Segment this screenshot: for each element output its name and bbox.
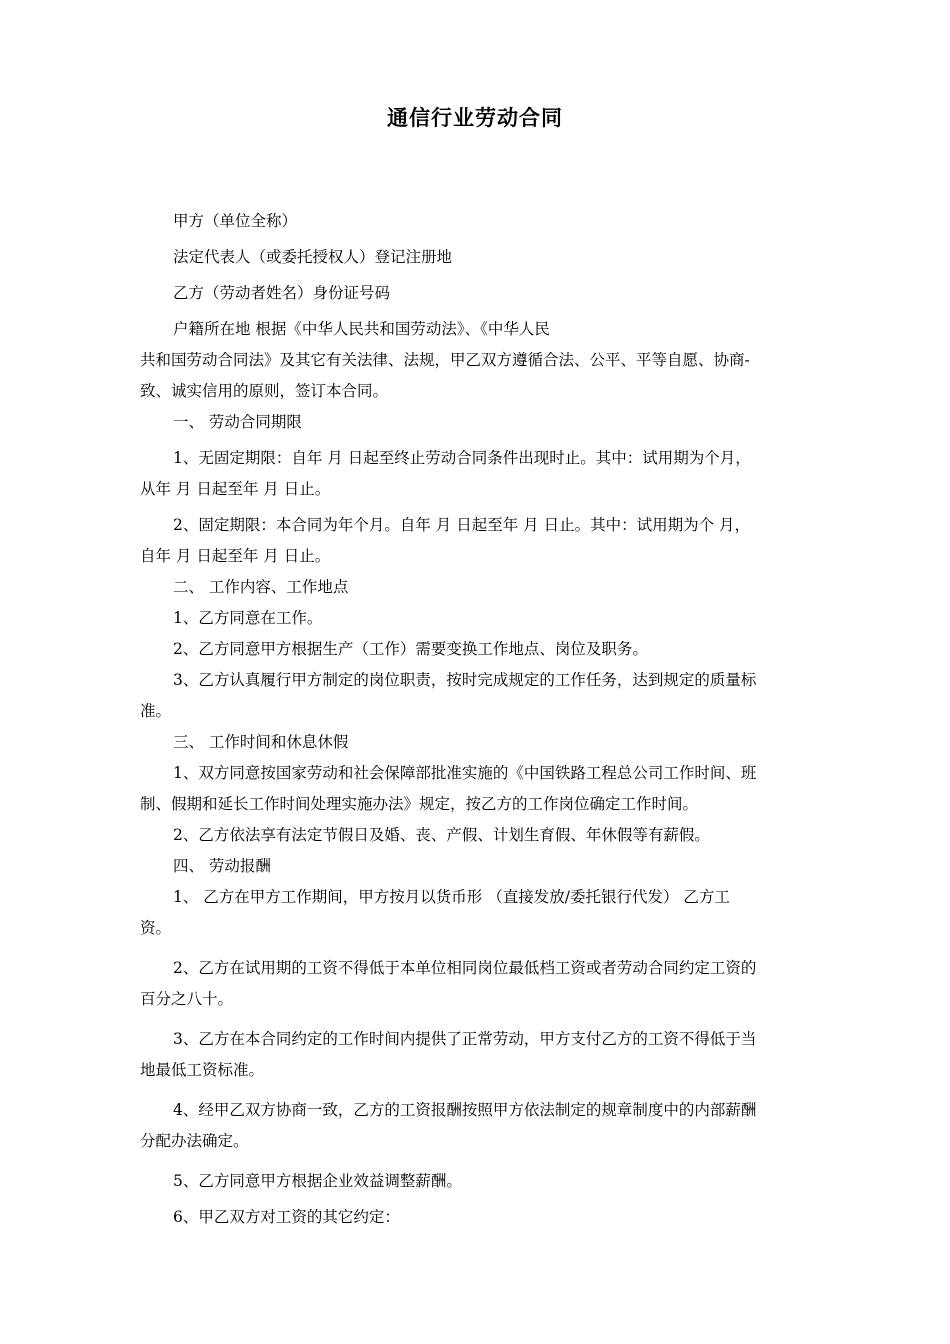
clause-3-1-line-2: 制、假期和延长工作时间处理实施办法》规定，按乙方的工作岗位确定工作时间。 <box>140 795 699 813</box>
clause-2-1: 1、乙方同意在工作。 <box>173 609 323 627</box>
clause-4-1-line-2: 资。 <box>140 919 172 937</box>
clause-1-1-line-2: 从年 月 日起至年 月 日止。 <box>140 480 331 498</box>
clause-4-4-line-1: 4、经甲乙双方协商一致，乙方的工资报酬按照甲方依法制定的规章制度中的内部薪酬 <box>173 1101 757 1119</box>
clause-1-1-line-1: 1、无固定期限：自年 月 日起至终止劳动合同条件出现时止。其中：试用期为个月， <box>173 449 751 467</box>
document-title: 通信行业劳动合同 <box>387 106 563 130</box>
hukou-line-1: 户籍所在地 根据《中华人民共和国劳动法》、《中华人民 <box>173 320 550 338</box>
clause-2-3-line-2: 准。 <box>140 702 172 720</box>
clause-4-5: 5、乙方同意甲方根据企业效益调整薪酬。 <box>173 1172 462 1190</box>
clause-2-2: 2、乙方同意甲方根据生产（工作）需要变换工作地点、岗位及职务。 <box>173 640 648 658</box>
clause-4-1-line-1: 1、 乙方在甲方工作期间，甲方按月以货币形 （直接发放/委托银行代发） 乙方工 <box>173 888 730 906</box>
contract-body <box>140 206 830 1233</box>
clause-3-1-line-1: 1、双方同意按国家劳动和社会保障部批准实施的《中国铁路工程总公司工作时间、班 <box>173 764 757 782</box>
section-2-heading: 二、 工作内容、工作地点 <box>173 578 349 596</box>
party-b-line: 乙方（劳动者姓名）身份证号码 <box>173 284 391 302</box>
clause-4-2-line-1: 2、乙方在试用期的工资不得低于本单位相同岗位最低档工资或者劳动合同约定工资的 <box>173 959 757 977</box>
section-3-heading: 三、 工作时间和休息休假 <box>173 733 349 751</box>
clause-4-6: 6、甲乙双方对工资的其它约定： <box>173 1208 400 1226</box>
hukou-line-3: 致、诚实信用的原则，签订本合同。 <box>140 382 389 400</box>
section-4-heading: 四、 劳动报酬 <box>173 857 271 875</box>
clause-4-4-line-2: 分配办法确定。 <box>140 1132 249 1150</box>
clause-2-3-line-1: 3、乙方认真履行甲方制定的岗位职责，按时完成规定的工作任务，达到规定的质量标 <box>173 671 757 689</box>
hukou-line-2: 共和国劳动合同法》及其它有关法律、法规，甲乙双方遵循合法、公平、平等自愿、协商- <box>140 351 750 369</box>
clause-4-3-line-2: 地最低工资标准。 <box>140 1061 265 1079</box>
clause-3-2: 2、乙方依法享有法定节假日及婚、丧、产假、计划生育假、年休假等有薪假。 <box>173 826 710 844</box>
clause-4-2-line-2: 百分之八十。 <box>140 990 234 1008</box>
legal-rep-line: 法定代表人（或委托授权人）登记注册地 <box>173 248 453 266</box>
party-a-line: 甲方（单位全称） <box>173 212 298 230</box>
clause-1-2-line-2: 自年 月 日起至年 月 日止。 <box>140 547 331 565</box>
clause-1-2-line-1: 2、固定期限：本合同为年个月。自年 月 日起至年 月 日止。其中：试用期为个 月， <box>173 516 750 534</box>
section-1-heading: 一、 劳动合同期限 <box>173 413 302 431</box>
clause-4-3-line-1: 3、乙方在本合同约定的工作时间内提供了正常劳动，甲方支付乙方的工资不得低于当 <box>173 1030 757 1048</box>
